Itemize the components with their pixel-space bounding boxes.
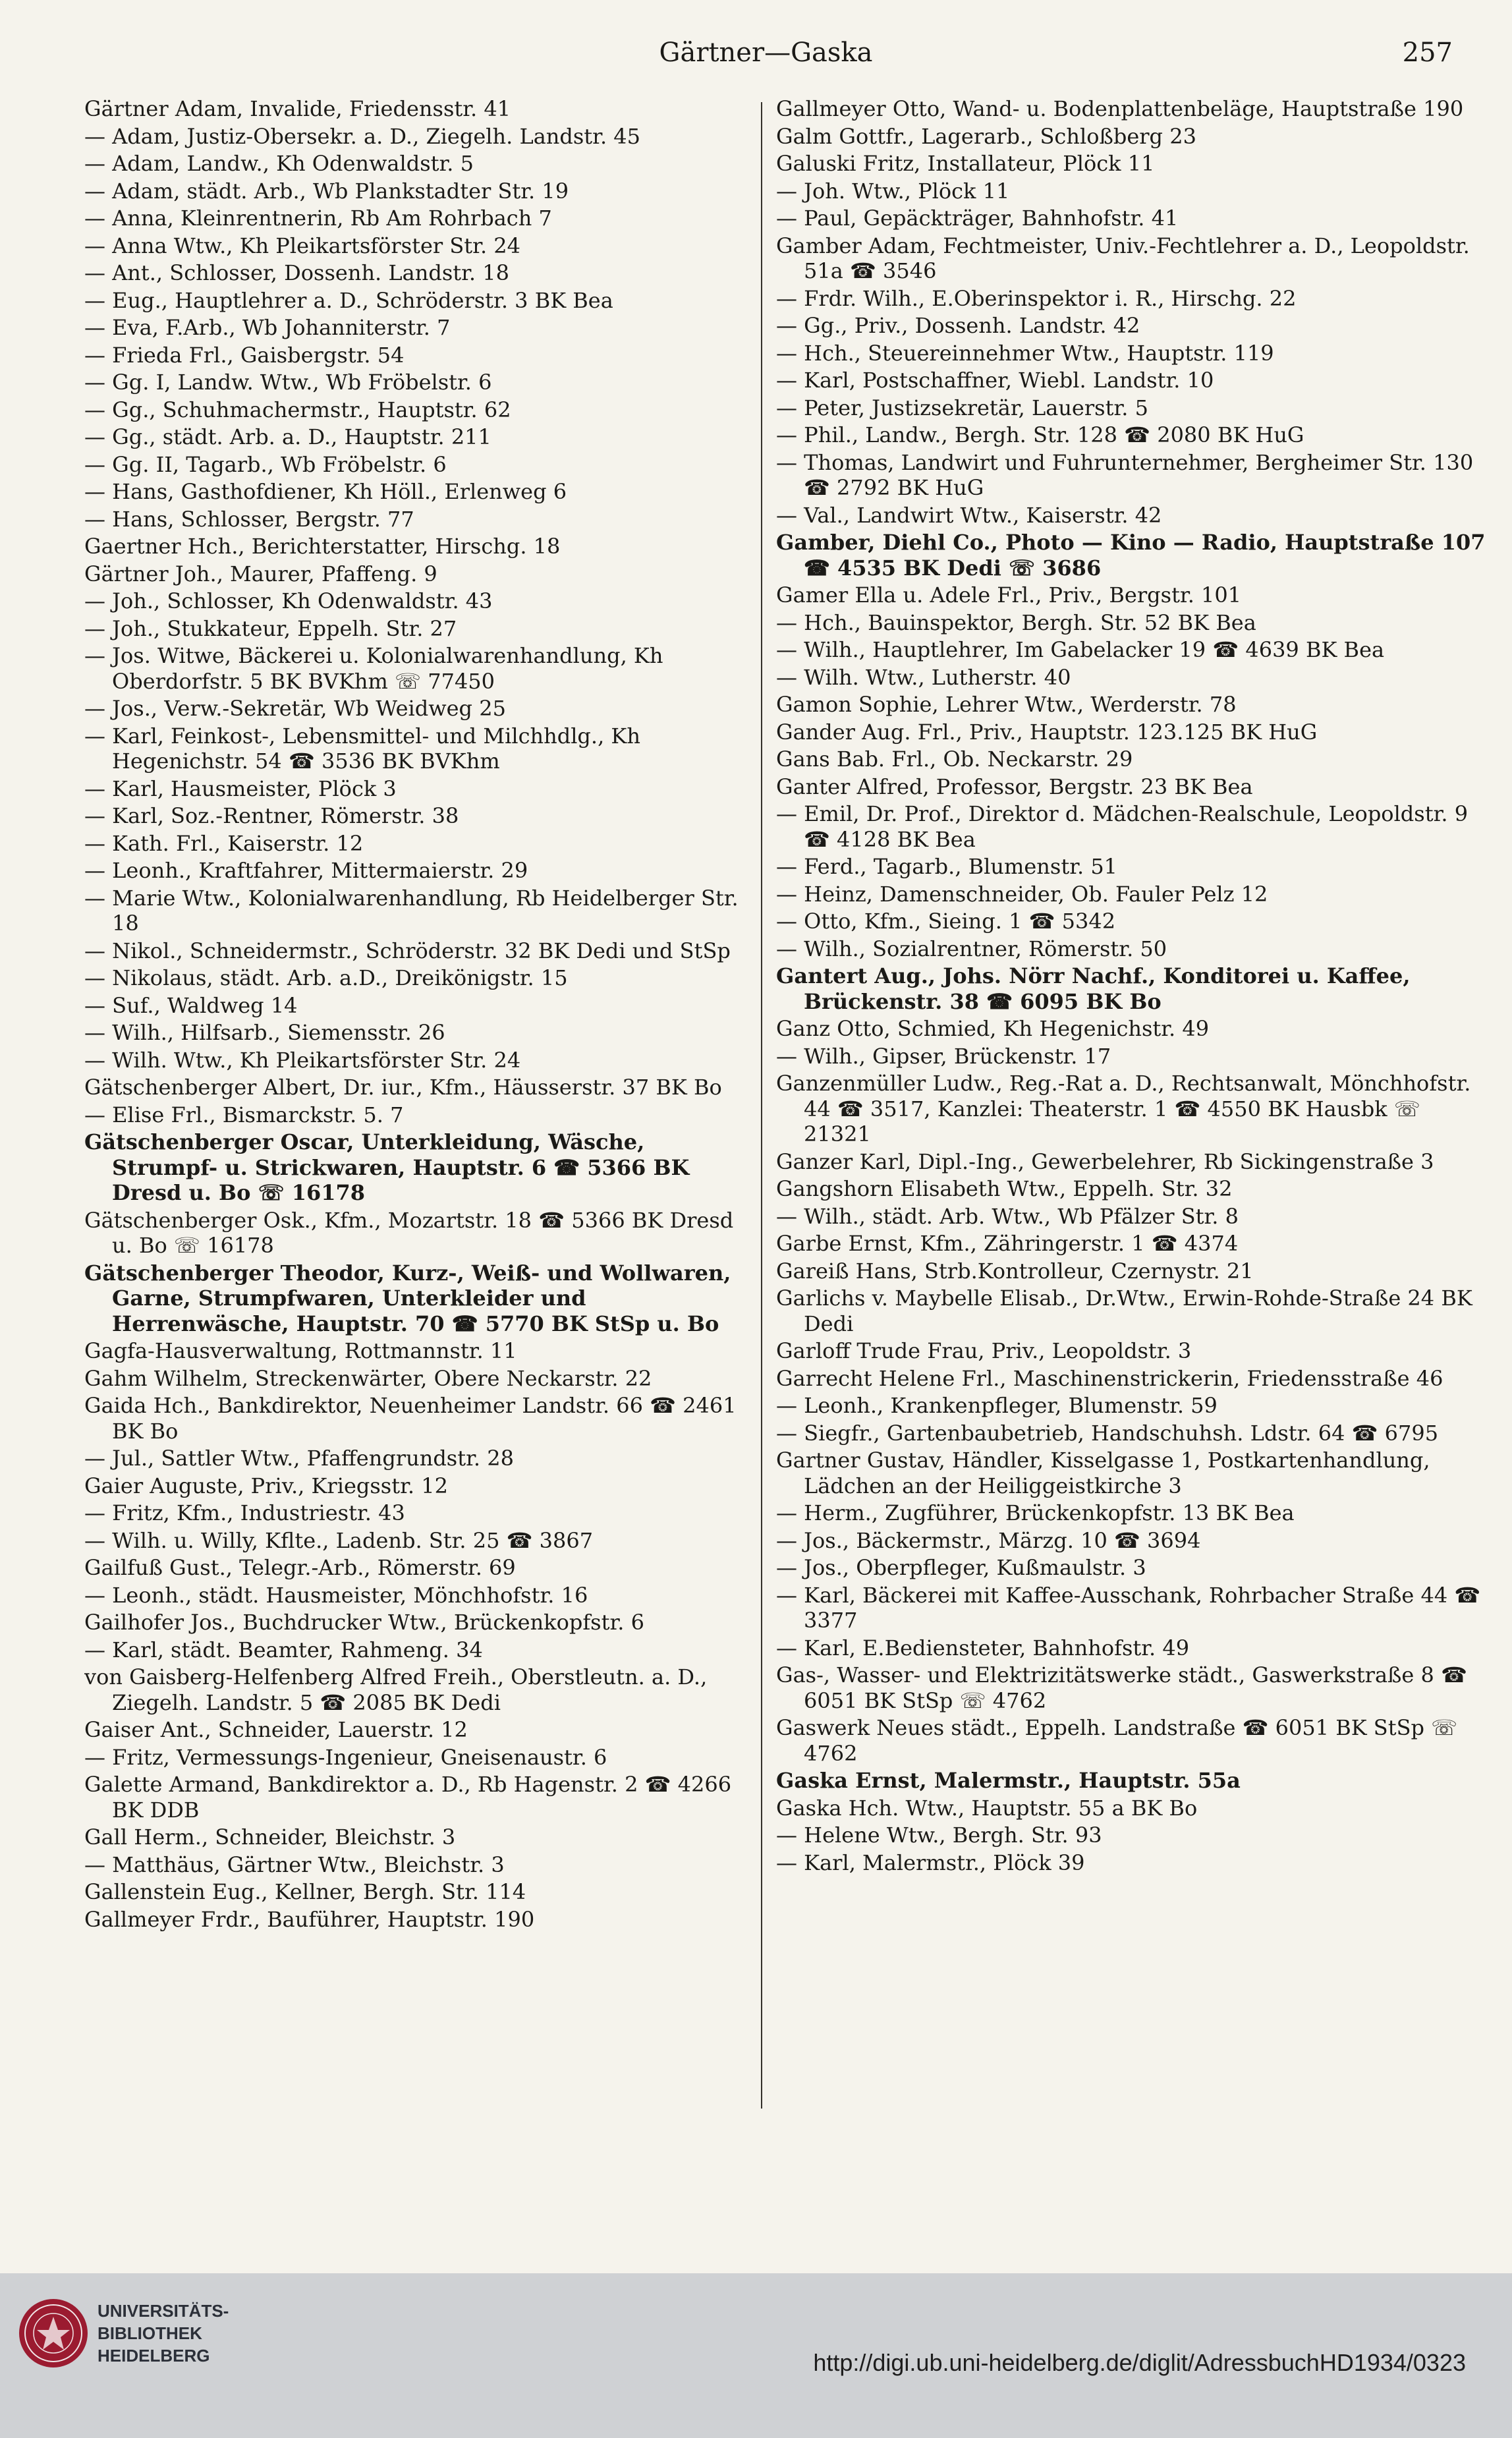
directory-entry: Gall Herm., Schneider, Bleichstr. 3	[84, 1825, 456, 1850]
directory-entry: — Leonh., städt. Hausmeister, Mönchhofstr. 16	[84, 1582, 588, 1608]
directory-entry: Gaska Ernst, Malermstr., Hauptstr. 55a	[776, 1768, 1241, 1793]
directory-entry: — Hch., Steuereinnehmer Wtw., Hauptstr. 119	[776, 340, 1274, 366]
directory-entry: Gätschenberger Theodor, Kurz-, Weiß- und Wollwaren, Garne, Strumpfwaren, Unterkleider und Herrenwäsche, Hauptstr. 70 ☎ 5770 BK StSp u. Bo	[84, 1260, 731, 1336]
directory-entry: — Suf., Waldweg 14	[84, 992, 298, 1018]
directory-entry: — Fritz, Vermessungs-Ingenieur, Gneisenaustr. 6	[84, 1744, 607, 1770]
directory-entry: — Eva, F.Arb., Wb Johanniterstr. 7	[84, 315, 451, 340]
directory-entry: — Wilh. u. Willy, Kflte., Ladenb. Str. 25 ☎ 3867	[84, 1527, 594, 1553]
directory-entry: — Fritz, Kfm., Industriestr. 43	[84, 1500, 405, 1525]
directory-entry: Ganzenmüller Ludw., Reg.-Rat a. D., Rechtsanwalt, Mönchhofstr. 44 ☎ 3517, Kanzlei: Theaterstr. 1 ☎ 4550 BK Hausbk ☏ 21321	[776, 1071, 1471, 1147]
directory-entry: Gätschenberger Albert, Dr. iur., Kfm., Häusserstr. 37 BK Bo	[84, 1075, 722, 1100]
column-divider	[761, 102, 762, 2109]
directory-entry: — Wilh. Wtw., Kh Pleikartsförster Str. 24	[84, 1047, 521, 1073]
directory-entry: — Nikolaus, städt. Arb. a.D., Dreikönigstr. 15	[84, 965, 568, 990]
directory-entry: — Ant., Schlosser, Dossenh. Landstr. 18	[84, 260, 509, 285]
directory-entry: Gaska Hch. Wtw., Hauptstr. 55 a BK Bo	[776, 1795, 1198, 1821]
directory-entry: — Nikol., Schneidermstr., Schröderstr. 32 BK Dedi und StSp	[84, 938, 731, 963]
directory-entry: — Joh., Stukkateur, Eppelh. Str. 27	[84, 615, 457, 641]
directory-entry: — Jos., Oberpfleger, Kußmaulstr. 3	[776, 1555, 1146, 1580]
directory-entry: — Adam, Landw., Kh Odenwaldstr. 5	[84, 151, 474, 176]
directory-entry: — Jos., Verw.-Sekretär, Wb Weidweg 25	[84, 696, 506, 721]
directory-entry: — Karl, Postschaffner, Wiebl. Landstr. 10	[776, 368, 1214, 393]
directory-entry: — Wilh., Sozialrentner, Römerstr. 50	[776, 936, 1167, 961]
directory-entry: — Hans, Schlosser, Bergstr. 77	[84, 506, 414, 532]
directory-entry: Gamon Sophie, Lehrer Wtw., Werderstr. 78	[776, 692, 1237, 717]
page-title: Gärtner—Gaska	[659, 38, 873, 68]
directory-entry: — Gg., Priv., Dossenh. Landstr. 42	[776, 313, 1140, 338]
directory-entry: — Leonh., Kraftfahrer, Mittermaierstr. 29	[84, 858, 528, 883]
directory-entry: — Frieda Frl., Gaisbergstr. 54	[84, 342, 405, 368]
directory-entry: — Wilh., Hilfsarb., Siemensstr. 26	[84, 1020, 445, 1045]
directory-entry: Gamber Adam, Fechtmeister, Univ.-Fechtlehrer a. D., Leopoldstr. 51a ☎ 3546	[776, 233, 1470, 283]
directory-entry: — Phil., Landw., Bergh. Str. 128 ☎ 2080 BK HuG	[776, 422, 1304, 447]
directory-entry: Gamber, Diehl Co., Photo — Kino — Radio, Hauptstraße 107 ☎ 4535 BK Dedi ☏ 3686	[776, 530, 1486, 581]
source-url-link[interactable]: http://digi.ub.uni-heidelberg.de/diglit/AdressbuchHD1934/0323	[813, 2349, 1466, 2376]
directory-entry: von Gaisberg-Helfenberg Alfred Freih., Oberstleutn. a. D., Ziegelh. Landstr. 5 ☎ 2085 BK Dedi	[84, 1664, 708, 1715]
directory-entry: Gahm Wilhelm, Streckenwärter, Obere Neckarstr. 22	[84, 1365, 652, 1391]
page-header	[79, 26, 1453, 79]
directory-entry: — Peter, Justizsekretär, Lauerstr. 5	[776, 395, 1148, 420]
directory-entry: Gaida Hch., Bankdirektor, Neuenheimer Landstr. 66 ☎ 2461 BK Bo	[84, 1393, 737, 1444]
directory-entry: — Gg. I, Landw. Wtw., Wb Fröbelstr. 6	[84, 370, 492, 395]
directory-entry: — Matthäus, Gärtner Wtw., Bleichstr. 3	[84, 1852, 505, 1877]
directory-entry: — Karl, Malermstr., Plöck 39	[776, 1850, 1085, 1875]
directory-entry: — Heinz, Damenschneider, Ob. Fauler Pelz 12	[776, 881, 1268, 907]
directory-entry: Gallmeyer Frdr., Bauführer, Hauptstr. 190	[84, 1906, 535, 1932]
directory-entry: Ganz Otto, Schmied, Kh Hegenichstr. 49	[776, 1016, 1210, 1041]
directory-entry: Gaswerk Neues städt., Eppelh. Landstraße ☎ 6051 BK StSp ☏ 4762	[776, 1715, 1458, 1766]
directory-entry: — Joh. Wtw., Plöck 11	[776, 178, 1010, 204]
directory-entry: — Frdr. Wilh., E.Oberinspektor i. R., Hirschg. 22	[776, 285, 1297, 311]
directory-entry: — Gg. II, Tagarb., Wb Fröbelstr. 6	[84, 451, 447, 477]
directory-entry: Ganter Alfred, Professor, Bergstr. 23 BK Bea	[776, 774, 1253, 799]
directory-column-left	[84, 96, 750, 2126]
directory-entry: — Wilh., städt. Arb. Wtw., Wb Pfälzer Str. 8	[776, 1203, 1239, 1229]
directory-entry: — Eug., Hauptlehrer a. D., Schröderstr. 3 BK Bea	[84, 287, 613, 313]
directory-entry: Gantert Aug., Johs. Nörr Nachf., Konditorei u. Kaffee, Brückenstr. 38 ☎ 6095 BK Bo	[776, 963, 1411, 1014]
directory-entry: Garloff Trude Frau, Priv., Leopoldstr. 3	[776, 1338, 1192, 1363]
library-name-line: UNIVERSITÄTS-	[98, 2301, 229, 2321]
directory-entry: — Kath. Frl., Kaiserstr. 12	[84, 830, 364, 856]
directory-entry: Gärtner Adam, Invalide, Friedensstr. 41	[84, 96, 511, 121]
directory-entry: Galm Gottfr., Lagerarb., Schloßberg 23	[776, 123, 1196, 149]
directory-entry: — Leonh., Krankenpfleger, Blumenstr. 59	[776, 1393, 1218, 1418]
directory-entry: — Anna, Kleinrentnerin, Rb Am Rohrbach 7	[84, 206, 552, 231]
directory-entry: Garbe Ernst, Kfm., Zähringerstr. 1 ☎ 4374	[776, 1231, 1239, 1256]
directory-entry: — Marie Wtw., Kolonialwarenhandlung, Rb Heidelberger Str. 18	[84, 885, 739, 936]
directory-entry: Gans Bab. Frl., Ob. Neckarstr. 29	[776, 747, 1133, 772]
university-seal-icon	[17, 2297, 90, 2369]
directory-entry: Gas-, Wasser- und Elektrizitätswerke städt., Gaswerkstraße 8 ☎ 6051 BK StSp ☏ 4762	[776, 1662, 1467, 1713]
directory-entry: — Jos., Bäckermstr., Märzg. 10 ☎ 3694	[776, 1527, 1201, 1553]
directory-entry: — Wilh., Hauptlehrer, Im Gabelacker 19 ☎ 4639 BK Bea	[776, 637, 1385, 662]
library-name-line: BIBLIOTHEK	[98, 2323, 202, 2343]
directory-entry: Gallenstein Eug., Kellner, Bergh. Str. 114	[84, 1879, 526, 1904]
page-number: 257	[1402, 38, 1453, 68]
directory-entry: Gamer Ella u. Adele Frl., Priv., Bergstr. 101	[776, 582, 1242, 608]
directory-entry: — Elise Frl., Bismarckstr. 5. 7	[84, 1102, 404, 1127]
directory-entry: Gailfuß Gust., Telegr.-Arb., Römerstr. 69	[84, 1555, 516, 1580]
directory-entry: Gareiß Hans, Strb.Kontrolleur, Czernystr. 21	[776, 1258, 1254, 1284]
directory-entry: Gaiser Ant., Schneider, Lauerstr. 12	[84, 1717, 468, 1742]
directory-entry: — Jos. Witwe, Bäckerei u. Kolonialwarenhandlung, Kh Oberdorfstr. 5 BK BVKhm ☏ 77450	[84, 643, 663, 694]
directory-entry: Gartner Gustav, Händler, Kisselgasse 1, Postkartenhandlung, Lädchen an der Heiliggeistkirche 3	[776, 1448, 1430, 1498]
library-name	[98, 2300, 269, 2367]
directory-entry: — Herm., Zugführer, Brückenkopfstr. 13 BK Bea	[776, 1500, 1295, 1525]
directory-entry: Gaier Auguste, Priv., Kriegsstr. 12	[84, 1473, 448, 1498]
directory-entry: Gagfa-Hausverwaltung, Rottmannstr. 11	[84, 1338, 517, 1363]
directory-entry: — Wilh., Gipser, Brückenstr. 17	[776, 1043, 1111, 1069]
library-footer	[0, 2273, 1512, 2438]
directory-entry: Garrecht Helene Frl., Maschinenstrickerin, Friedensstraße 46	[776, 1365, 1443, 1391]
directory-entry: — Karl, Feinkost-, Lebensmittel- und Milchhdlg., Kh Hegenichstr. 54 ☎ 3536 BK BVKhm	[84, 723, 640, 774]
directory-entry: — Wilh. Wtw., Lutherstr. 40	[776, 664, 1071, 690]
directory-entry: Gärtner Joh., Maurer, Pfaffeng. 9	[84, 561, 437, 586]
directory-entry: Gaertner Hch., Berichterstatter, Hirschg. 18	[84, 534, 561, 559]
directory-column-right	[776, 96, 1488, 2126]
directory-entry: Gangshorn Elisabeth Wtw., Eppelh. Str. 32	[776, 1176, 1233, 1201]
library-name-line: HEIDELBERG	[98, 2346, 210, 2366]
directory-entry: — Anna Wtw., Kh Pleikartsförster Str. 24	[84, 233, 520, 258]
directory-entry: Gätschenberger Osk., Kfm., Mozartstr. 18 ☎ 5366 BK Dresd u. Bo ☏ 16178	[84, 1207, 734, 1258]
directory-entry: — Karl, Soz.-Rentner, Römerstr. 38	[84, 803, 459, 828]
directory-entry: — Joh., Schlosser, Kh Odenwaldstr. 43	[84, 588, 493, 613]
directory-entry: — Helene Wtw., Bergh. Str. 93	[776, 1823, 1102, 1848]
directory-entry: — Emil, Dr. Prof., Direktor d. Mädchen-Realschule, Leopoldstr. 9 ☎ 4128 BK Bea	[776, 801, 1469, 852]
directory-entry: — Siegfr., Gartenbaubetrieb, Handschuhsh. Ldstr. 64 ☎ 6795	[776, 1420, 1439, 1446]
directory-entry: Gätschenberger Oscar, Unterkleidung, Wäsche, Strumpf- u. Strickwaren, Hauptstr. 6 ☎ 5366 BK Dresd u. Bo ☏ 16178	[84, 1129, 690, 1205]
directory-entry: — Val., Landwirt Wtw., Kaiserstr. 42	[776, 502, 1162, 528]
directory-entry: Galette Armand, Bankdirektor a. D., Rb Hagenstr. 2 ☎ 4266 BK DDB	[84, 1772, 732, 1823]
directory-entry: — Adam, Justiz-Obersekr. a. D., Ziegelh. Landstr. 45	[84, 123, 640, 149]
directory-entry: Garlichs v. Maybelle Elisab., Dr.Wtw., Erwin-Rohde-Straße 24 BK Dedi	[776, 1286, 1472, 1336]
directory-entry: — Paul, Gepäckträger, Bahnhofstr. 41	[776, 206, 1179, 231]
directory-entry: Gallmeyer Otto, Wand- u. Bodenplattenbeläge, Hauptstraße 190	[776, 96, 1464, 121]
directory-entry: — Karl, Bäckerei mit Kaffee-Ausschank, Rohrbacher Straße 44 ☎ 3377	[776, 1582, 1481, 1633]
directory-entry: — Karl, E.Bediensteter, Bahnhofstr. 49	[776, 1635, 1190, 1660]
directory-entry: Ganzer Karl, Dipl.-Ing., Gewerbelehrer, Rb Sickingenstraße 3	[776, 1148, 1434, 1174]
directory-entry: Galuski Fritz, Installateur, Plöck 11	[776, 151, 1155, 176]
directory-entry: — Hch., Bauinspektor, Bergh. Str. 52 BK Bea	[776, 610, 1256, 635]
directory-entry: — Gg., Schuhmachermstr., Hauptstr. 62	[84, 397, 511, 422]
directory-entry: Gailhofer Jos., Buchdrucker Wtw., Brückenkopfstr. 6	[84, 1610, 644, 1635]
directory-entry: — Adam, städt. Arb., Wb Plankstadter Str. 19	[84, 178, 569, 204]
directory-entry: Gander Aug. Frl., Priv., Hauptstr. 123.125 BK HuG	[776, 719, 1318, 745]
directory-entry: — Gg., städt. Arb. a. D., Hauptstr. 211	[84, 424, 491, 449]
directory-entry: — Hans, Gasthofdiener, Kh Höll., Erlenweg 6	[84, 479, 567, 504]
directory-entry: — Karl, Hausmeister, Plöck 3	[84, 776, 397, 801]
directory-entry: — Ferd., Tagarb., Blumenstr. 51	[776, 854, 1118, 879]
directory-entry: — Jul., Sattler Wtw., Pfaffengrundstr. 28	[84, 1446, 514, 1471]
directory-entry: — Otto, Kfm., Sieing. 1 ☎ 5342	[776, 909, 1116, 934]
directory-entry: — Thomas, Landwirt und Fuhrunternehmer, Bergheimer Str. 130 ☎ 2792 BK HuG	[776, 449, 1474, 500]
directory-entry: — Karl, städt. Beamter, Rahmeng. 34	[84, 1637, 483, 1662]
